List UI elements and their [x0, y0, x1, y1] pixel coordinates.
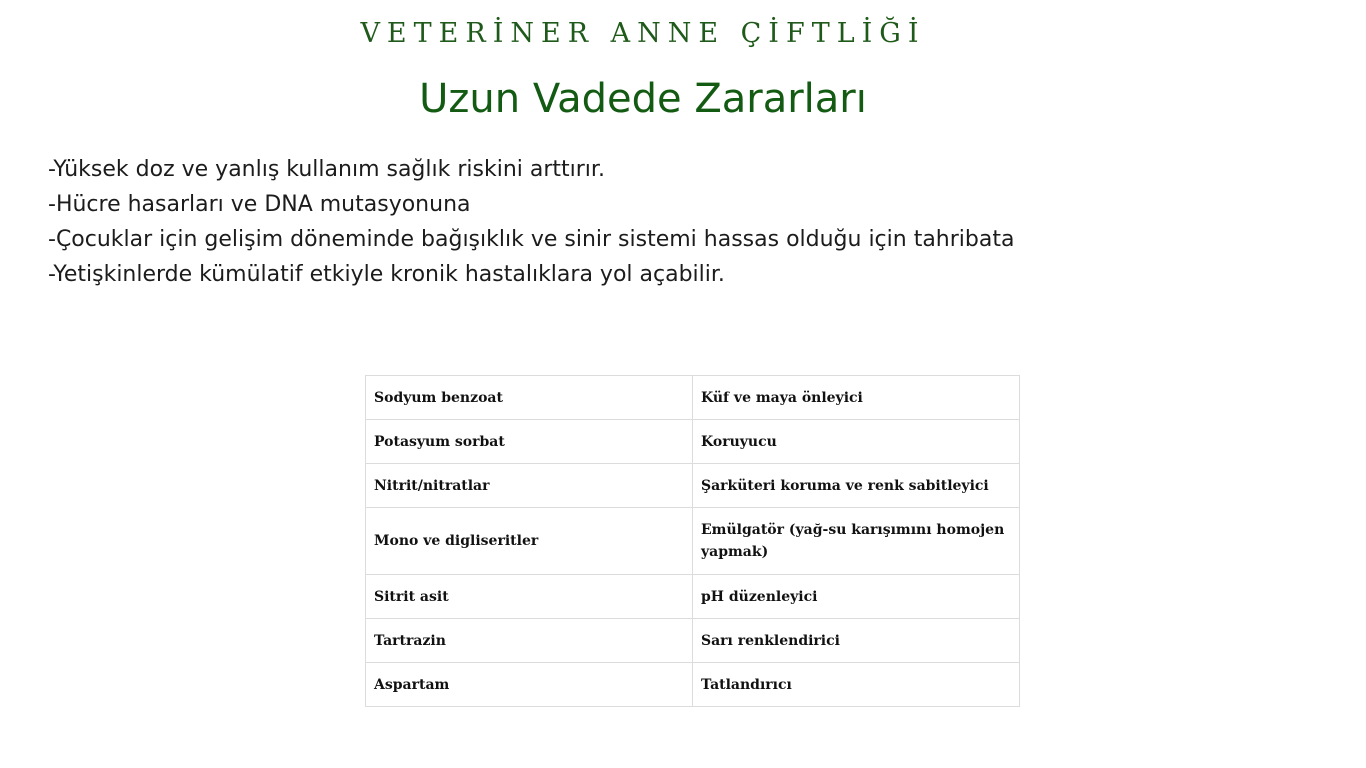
additive-name-cell: Sodyum benzoat [366, 376, 693, 420]
additive-function-cell: Şarküteri koruma ve renk sabitleyici [693, 464, 1020, 508]
additive-name-cell: Sitrit asit [366, 575, 693, 619]
additive-function-cell: Tatlandırıcı [693, 663, 1020, 707]
harm-list [48, 152, 1014, 292]
page-title: Uzun Vadede Zararları [419, 76, 867, 122]
table-row [366, 508, 1020, 575]
additive-function-cell: Koruyucu [693, 420, 1020, 464]
additive-name-cell: Potasyum sorbat [366, 420, 693, 464]
table-row [366, 575, 1020, 619]
table-row [366, 663, 1020, 707]
table-row [366, 420, 1020, 464]
additive-name-cell: Tartrazin [366, 619, 693, 663]
additives-table [365, 375, 1020, 707]
additive-function-cell: Sarı renklendirici [693, 619, 1020, 663]
list-item: -Yetişkinlerde kümülatif etkiyle kronik hastalıklara yol açabilir. [48, 262, 725, 287]
additive-name-cell: Mono ve digliseritler [366, 508, 693, 575]
list-item: -Çocuklar için gelişim döneminde bağışıklık ve sinir sistemi hassas olduğu için tahribata [48, 227, 1015, 252]
list-item: -Yüksek doz ve yanlış kullanım sağlık riskini arttırır. [48, 157, 605, 182]
table-row [366, 619, 1020, 663]
additive-name-cell: Aspartam [366, 663, 693, 707]
table-row [366, 376, 1020, 420]
additive-function-cell: pH düzenleyici [693, 575, 1020, 619]
additive-name-cell: Nitrit/nitratlar [366, 464, 693, 508]
list-item: -Hücre hasarları ve DNA mutasyonuna [48, 192, 471, 217]
additive-function-cell: Emülgatör (yağ-su karışımını homojen yapmak) [693, 508, 1020, 575]
table-row [366, 464, 1020, 508]
brand-title: VETERİNER ANNE ÇİFTLİĞİ [360, 18, 926, 49]
additive-function-cell: Küf ve maya önleyici [693, 376, 1020, 420]
